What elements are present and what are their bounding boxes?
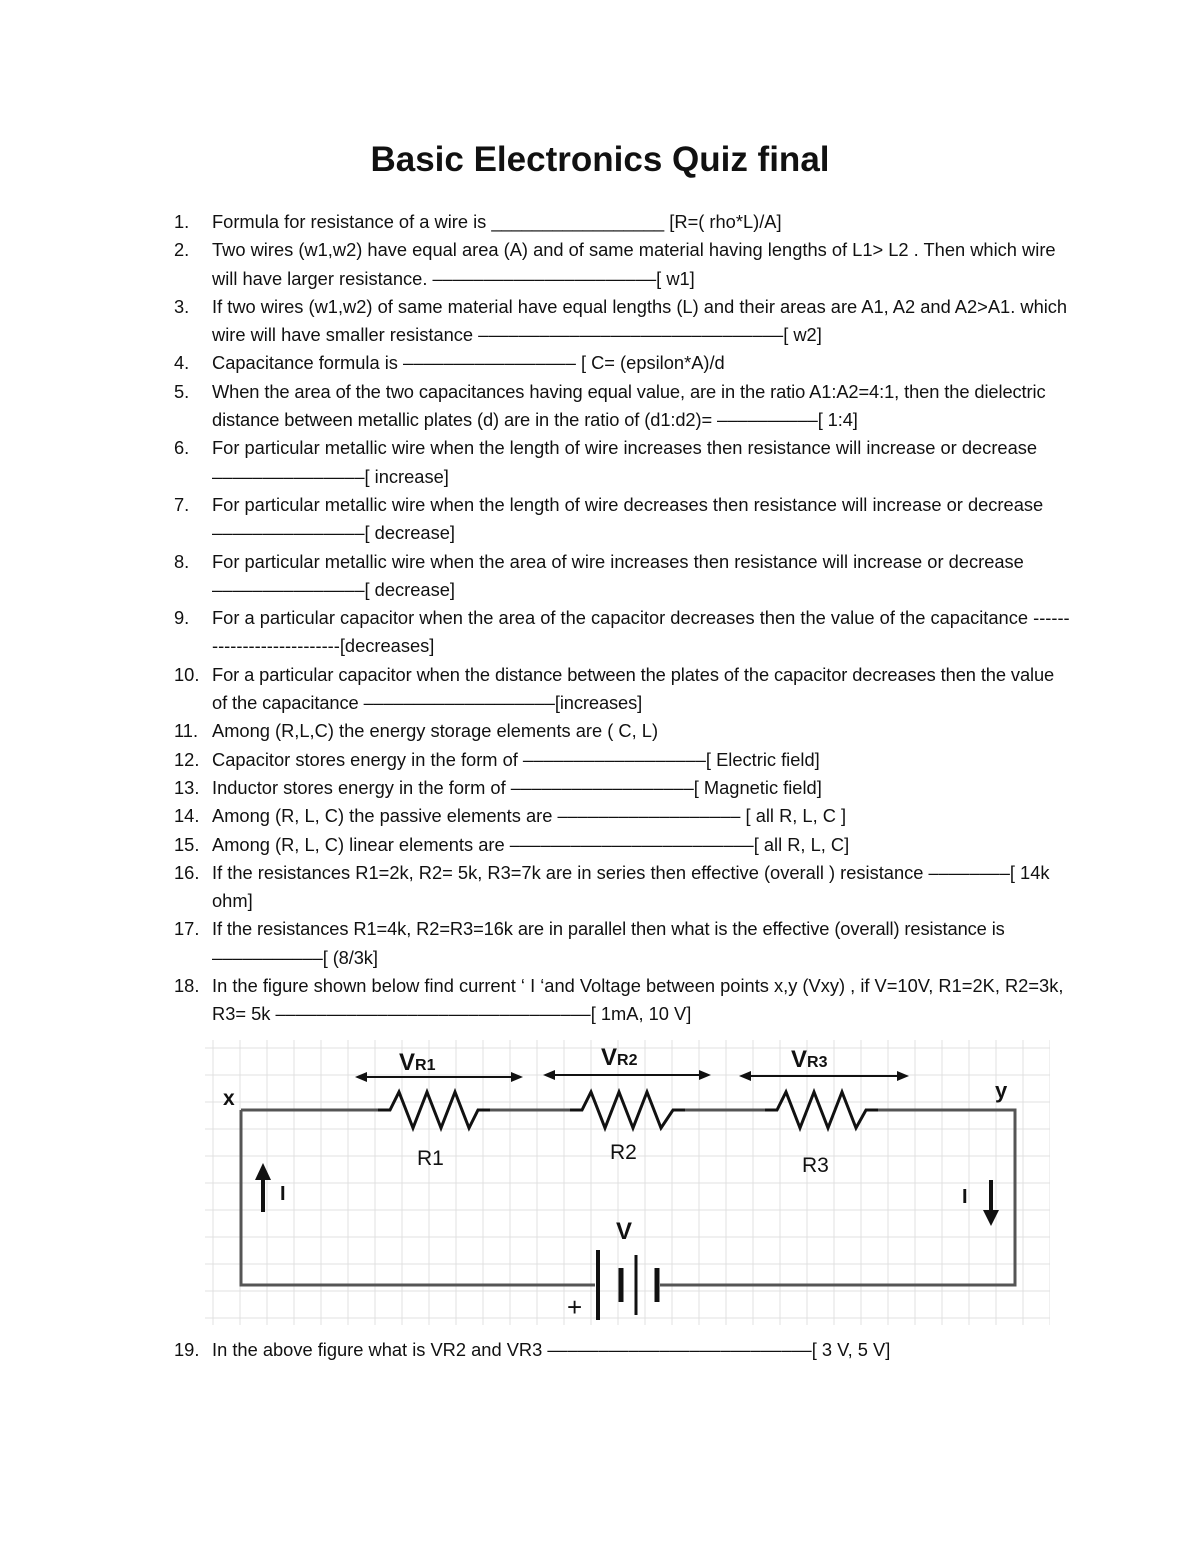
vr1-span-arrow (355, 1072, 523, 1082)
node-x-label: x (223, 1087, 235, 1110)
question-item (174, 915, 1074, 972)
question-item (174, 293, 1074, 350)
question-text: If the resistances R1=4k, R2=R3=16k are in parallel then what is the effective (overall) resistance is –––––––––––[ (8/3k] (212, 918, 1005, 968)
question-text: If two wires (w1,w2) of same material have equal lengths (L) and their areas are A1, A2 and A2>A1. which wire will have smaller resistance ––––––––––––––––––––––––––––––[ w2] (212, 295, 1068, 346)
resistor-r1-symbol (378, 1092, 490, 1128)
resistor-r3-label: R3 (802, 1154, 829, 1177)
question-item (174, 859, 1074, 916)
current-left-label: I (280, 1183, 286, 1205)
question-number: 15. (174, 833, 200, 855)
question-item (174, 208, 1074, 236)
vr2-label: VR2 (601, 1044, 638, 1071)
question-item-19 (174, 1336, 1112, 1364)
question-text: Capacitance formula is ––––––––––––––––– [ C= (epsilon*A)/d (212, 352, 725, 374)
question-number: 16. (174, 861, 200, 883)
question-number: 14. (174, 805, 200, 827)
resistor-r1-label: R1 (417, 1147, 444, 1170)
question-item (174, 972, 1074, 1029)
question-item (174, 548, 1074, 605)
question-number: 2. (174, 239, 190, 261)
question-number: 13. (174, 776, 200, 798)
question-number: 4. (174, 352, 190, 374)
question-text: For particular metallic wire when the length of wire increases then resistance will increase or decrease –––––––––––––––[ increase] (212, 437, 1038, 487)
question-text: In the above figure what is VR2 and VR3 ––––––––––––––––––––––––––[ 3 V, 5 V] (212, 1339, 891, 1360)
question-text: Formula for resistance of a wire is _________________ [R=( rho*L)/A] (212, 211, 782, 232)
resistor-r2-symbol (570, 1092, 685, 1128)
question-number: 19. (174, 1339, 200, 1360)
vr1-label: VR1 (399, 1049, 436, 1076)
question-text: For particular metallic wire when the area of wire increases then resistance will increase or decrease –––––––––––––––[ decrease] (212, 550, 1024, 600)
series-circuit-diagram (205, 1040, 1050, 1325)
question-item (174, 831, 1074, 859)
question-number: 18. (174, 975, 200, 997)
question-item (174, 717, 1074, 745)
source-voltage-label: V (616, 1218, 633, 1245)
question-number: 3. (174, 295, 190, 317)
question-text: If the resistances R1=2k, R2= 5k, R3=7k are in series then effective (overall ) resistance ––––––––[ 14k ohm] (212, 861, 1050, 912)
question-text: For particular metallic wire when the length of wire decreases then resistance will increase or decrease –––––––––––––––[ decrease] (212, 493, 1044, 544)
question-item (174, 349, 1074, 377)
question-item (174, 774, 1074, 802)
question-item (174, 604, 1074, 661)
current-arrow-down-icon (983, 1180, 999, 1226)
question-number: 8. (174, 550, 190, 572)
node-y-label: y (995, 1078, 1008, 1103)
question-number: 9. (174, 607, 190, 629)
battery-symbol (598, 1250, 657, 1320)
question-item (174, 491, 1074, 548)
vr3-label: VR3 (791, 1046, 828, 1073)
question-number: 12. (174, 748, 200, 770)
question-item (174, 236, 1074, 293)
question-text: For a particular capacitor when the area of the capacitor decreases then the value of the capacitance ---------------------------[decreases] (212, 607, 1070, 657)
question-number: 7. (174, 493, 190, 515)
current-arrow-up-icon (255, 1163, 271, 1212)
vr3-span-arrow (739, 1071, 909, 1081)
question-text: Among (R, L, C) linear elements are ––––––––––––––––––––––––[ all R, L, C] (212, 833, 850, 855)
question-item (174, 802, 1074, 830)
question-item (174, 746, 1074, 774)
question-text: Two wires (w1,w2) have equal area (A) and of same material having lengths of L1> L2 . Then which wire will have larger resistance. ––––––––––––––––––––––[ w1] (212, 239, 1056, 289)
question-list (174, 208, 1074, 1029)
question-number: 10. (174, 663, 200, 685)
question-text: Inductor stores energy in the form of ––––––––––––––––––[ Magnetic field] (212, 776, 822, 798)
question-item (174, 378, 1074, 435)
question-number: 17. (174, 918, 200, 940)
question-number: 6. (174, 437, 190, 459)
question-number: 11. (174, 720, 199, 742)
graph-paper-grid (205, 1040, 1050, 1325)
question-text: Among (R,L,C) the energy storage elements are ( C, L) (212, 720, 659, 742)
vr2-span-arrow (543, 1070, 711, 1080)
circuit-wire (241, 1110, 1015, 1285)
question-number: 5. (174, 380, 190, 402)
plus-terminal-label: + (567, 1292, 583, 1322)
question-text: Capacitor stores energy in the form of ––––––––––––––––––[ Electric field] (212, 748, 820, 770)
page-title: Basic Electronics Quiz final (370, 140, 830, 179)
question-number: 1. (174, 211, 190, 232)
current-right-label: I (962, 1186, 968, 1208)
question-text: For a particular capacitor when the distance between the plates of the capacitor decreases then the value of the capacitance –––––––––––––––––––[increases] (212, 663, 1055, 714)
question-text: When the area of the two capacitances having equal value, are in the ratio A1:A2=4:1, then the dielectric distance between metallic plates (d) are in the ratio of (d1:d2)= ––––––––––[ 1:4] (212, 380, 1046, 431)
question-text: In the figure shown below find current ‘ I ‘and Voltage between points x,y (Vxy) , if V=10V, R1=2K, R2=3k, R3= 5k –––––––––––––––––––––––––––––––[ 1mA, 10 V] (212, 975, 1064, 1025)
resistor-r2-label: R2 (610, 1141, 637, 1164)
question-item (174, 661, 1074, 718)
question-item (174, 434, 1074, 491)
question-text: Among (R, L, C) the passive elements are –––––––––––––––––– [ all R, L, C ] (212, 805, 847, 827)
